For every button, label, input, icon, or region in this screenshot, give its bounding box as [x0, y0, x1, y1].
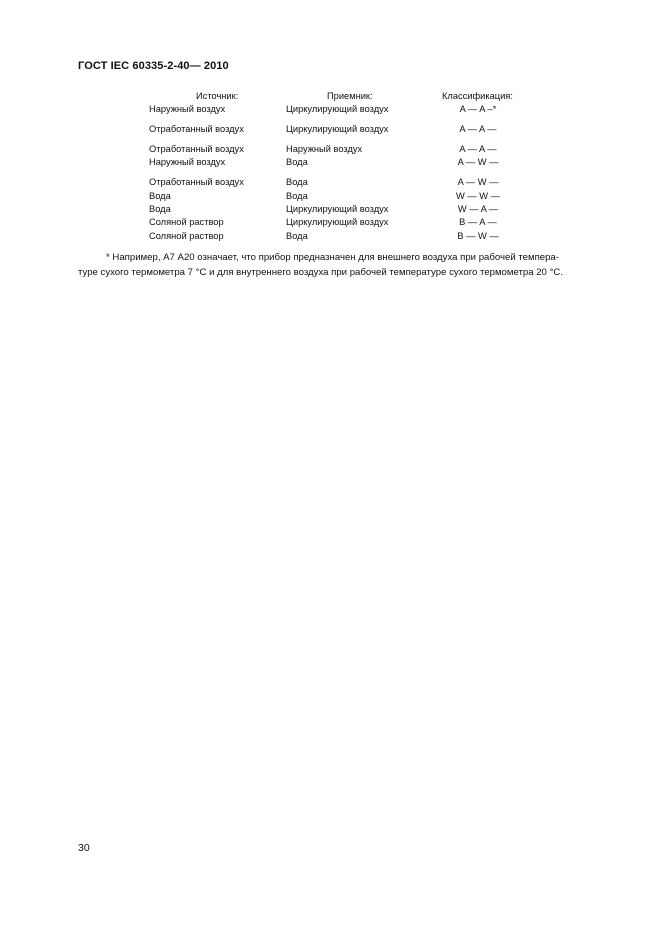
table-row — [0, 123, 661, 135]
table-row — [0, 190, 661, 202]
table-row — [0, 216, 661, 228]
receiver-cell: Вода — [286, 231, 308, 241]
receiver-cell: Вода — [286, 157, 308, 167]
footnote-line-1: * Например, А7 А20 означает, что прибор предназначен для внешнего воздуха при рабочей темпера- — [106, 252, 559, 263]
receiver-cell: Вода — [286, 177, 308, 187]
receiver-cell: Циркулирующий воздух — [286, 217, 389, 227]
table-row — [0, 176, 661, 188]
source-cell: Отработанный воздух — [149, 144, 244, 154]
footnote-line-2: туре сухого термометра 7 °С и для внутреннего воздуха при рабочей температуре сухого термометра 20 °С. — [78, 267, 563, 278]
table-row — [0, 156, 661, 168]
classification-cell: A — W — — [457, 157, 499, 167]
document-header: ГОСТ IEC 60335-2-40— 2010 — [78, 60, 229, 72]
classification-cell: A — A — — [459, 144, 497, 154]
classification-cell: W — A — — [457, 204, 499, 214]
column-header-receiver: Приемник: — [327, 91, 373, 101]
source-cell: Соляной раствор — [149, 217, 224, 227]
receiver-cell: Циркулирующий воздух — [286, 204, 389, 214]
classification-cell: A — A — — [459, 124, 497, 134]
classification-cell: A — W — — [457, 177, 499, 187]
table-row — [0, 143, 661, 155]
receiver-cell: Наружный воздух — [286, 144, 363, 154]
source-cell: Вода — [149, 191, 171, 201]
table-row — [0, 103, 661, 115]
receiver-cell: Вода — [286, 191, 308, 201]
column-header-classification: Классификация: — [442, 91, 513, 101]
classification-cell: W — W — — [456, 191, 500, 201]
column-header-source: Источник: — [196, 91, 239, 101]
source-cell: Соляной раствор — [149, 231, 224, 241]
receiver-cell: Циркулирующий воздух — [286, 104, 389, 114]
classification-cell: B — A — — [459, 217, 497, 227]
source-cell: Наружный воздух — [149, 157, 226, 167]
page-number: 30 — [78, 842, 90, 854]
table-row — [0, 230, 661, 242]
classification-cell: A — A –* — [459, 104, 497, 114]
receiver-cell: Циркулирующий воздух — [286, 124, 389, 134]
source-cell: Отработанный воздух — [149, 124, 244, 134]
source-cell: Отработанный воздух — [149, 177, 244, 187]
footnote — [78, 250, 614, 280]
classification-cell: B — W — — [457, 231, 499, 241]
source-cell: Вода — [149, 204, 171, 214]
table-row — [0, 203, 661, 215]
source-cell: Наружный воздух — [149, 104, 226, 114]
